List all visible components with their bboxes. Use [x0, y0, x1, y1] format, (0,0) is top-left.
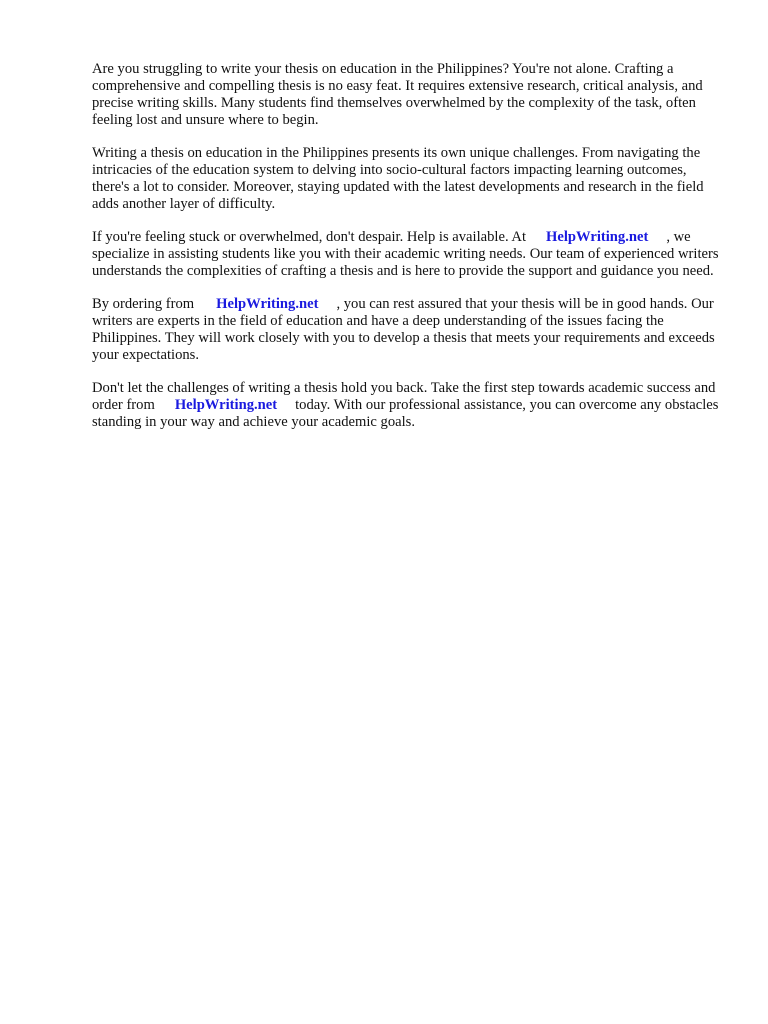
- document-body: [92, 61, 724, 447]
- paragraph-intro-text: Are you struggling to write your thesis on education in the Philippines? You're not alone. Crafting a comprehensive and compelling thesis is no easy feat. It requires extensive research, critical analysis, and precise writing skills. Many students find themselves overwhelmed by the complexity of the task, often feeling lost and unsure where to begin.: [92, 61, 703, 128]
- paragraph-challenges: [92, 145, 724, 213]
- paragraph-closing-before: Don't let the challenges of writing a thesis hold you back. Take the first step towards academic success and order from: [92, 380, 716, 413]
- paragraph-ordering-after: , you can rest assured that your thesis will be in good hands. Our writers are experts in the field of education and have a deep understanding of the issues facing the Philippines. They will work closely with you to develop a thesis that meets your requirements and exceeds your expectations.: [92, 296, 715, 363]
- paragraph-closing-after: today. With our professional assistance, you can overcome any obstacles standing in your way and achieve your academic goals.: [92, 397, 719, 430]
- paragraph-closing: [92, 380, 724, 431]
- paragraph-help-before: If you're feeling stuck or overwhelmed, don't despair. Help is available. At: [92, 229, 527, 245]
- helpwriting-link-1[interactable]: HelpWriting.net: [546, 229, 649, 245]
- paragraph-ordering-before: By ordering from: [92, 296, 195, 312]
- paragraph-ordering: [92, 296, 724, 364]
- paragraph-help-after: , we specialize in assisting students like you with their academic writing needs. Our team of experienced writers understands the complexities of crafting a thesis and is here to provide the support and guidance you need.: [92, 229, 719, 279]
- helpwriting-link-3[interactable]: HelpWriting.net: [174, 397, 278, 413]
- helpwriting-link-2[interactable]: HelpWriting.net: [216, 296, 319, 312]
- paragraph-intro: [92, 61, 724, 129]
- paragraph-help: [92, 229, 724, 280]
- paragraph-challenges-text: Writing a thesis on education in the Philippines presents its own unique challenges. From navigating the intricacies of the education system to delving into socio-cultural factors impacting learning outcomes, there's a lot to consider. Moreover, staying updated with the latest developments and research in the field adds another layer of difficulty.: [92, 145, 704, 212]
